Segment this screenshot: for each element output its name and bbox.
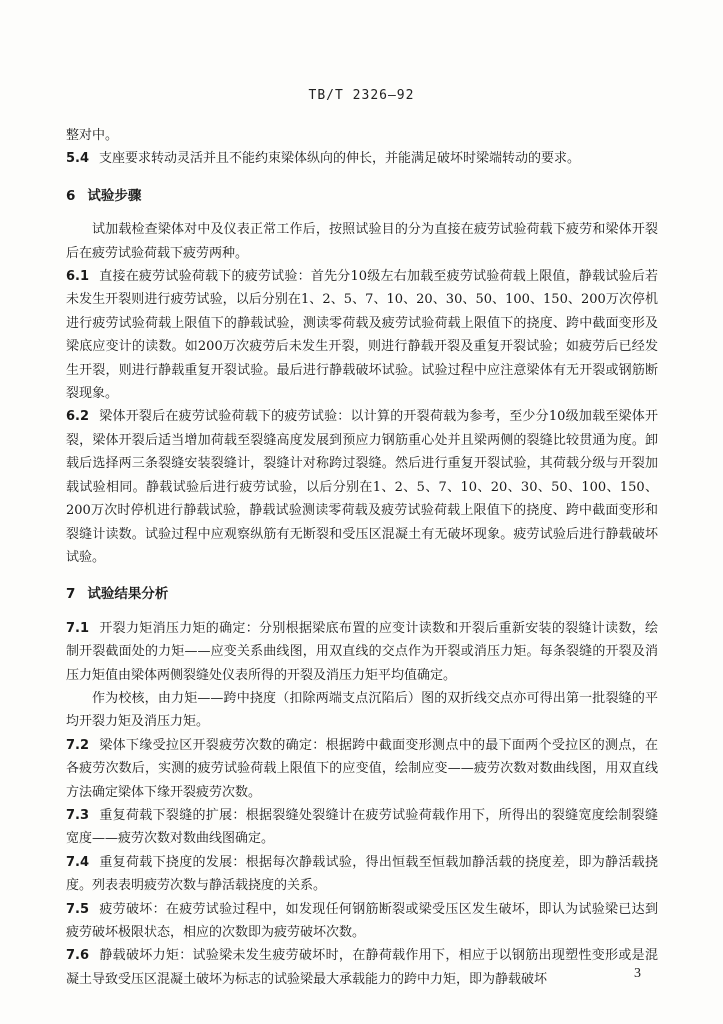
clause-7-3 [66,804,658,851]
clause-7-1-note [66,687,658,734]
document-body [66,124,658,991]
clause-text: 疲劳破坏：在疲劳试验过程中，如发现任何钢筋断裂或梁受压区发生破坏，即认为试验梁已达到疲劳破坏极限状态，相应的次数即为疲劳破坏次数。 [66,901,658,940]
clause-number: 5.4 [66,151,90,167]
page-header: TB/T 2326—92 [308,88,415,103]
section-title: 试验步骤 [87,187,142,204]
page-number: 3 [634,966,641,981]
clause-6-2 [66,405,658,569]
clause-number: 7.3 [66,807,90,823]
section-number: 6 [66,187,76,204]
section-number: 7 [66,586,76,603]
clause-text: 开裂力矩消压力矩的确定：分别根据梁底布置的应变计读数和开裂后重新安装的裂缝计读数，绘制开裂截面处的力矩——应变关系曲线图，用双直线的交点作为开裂或消压力矩。每条裂缝的开裂及消压力矩值由梁体两侧裂缝处仪表所得的开裂及消压力矩平均值确定。 [66,620,658,683]
section-6-heading [66,185,658,208]
section-6-intro [66,218,658,265]
clause-number: 7.2 [66,737,90,753]
clause-number: 6.2 [66,409,90,425]
clause-6-1 [66,265,658,405]
section-title: 试验结果分析 [87,586,169,603]
clause-text: 重复荷载下裂缝的扩展：根据裂缝处裂缝计在疲劳试验荷载作用下，所得出的裂缝宽度绘制裂缝宽度——疲劳次数对数曲线图确定。 [66,807,658,847]
clause-text: 重复荷载下挠度的发展：根据每次静载试验，得出恒载至恒载加静活载的挠度差，即为静活载挠度。列表表明疲劳次数与静活载挠度的关系。 [66,854,658,894]
clause-7-6 [66,944,658,991]
clause-number: 7.4 [66,854,90,870]
paragraph-text: 试加载检查梁体对中及仪表正常工作后，按照试验目的分为直接在疲劳试验荷载下疲劳和梁体开裂后在疲劳试验荷载下疲劳两种。 [66,222,658,261]
paragraph-text: 整对中。 [66,128,119,143]
section-7-heading [66,583,658,606]
clause-text: 静载破坏力矩：试验梁未发生疲劳破坏时，在静荷载作用下，相应于以钢筋出现塑性变形或是混凝土导致受压区混凝土破坏为标志的试验梁最大承载能力的跨中力矩，即为静载破坏 [66,948,658,987]
clause-number: 6.1 [66,269,90,285]
clause-5-4 [66,147,658,170]
clause-7-1 [66,617,658,687]
paragraph-text: 作为校核，由力矩——跨中挠度（扣除两端支点沉陷后）图的双折线交点亦可得出第一批裂缝的平均开裂力矩及消压力矩。 [66,690,658,730]
clause-text: 梁体下缘受拉区开裂疲劳次数的确定：根据跨中截面变形测点中的最下面两个受拉区的测点，在各疲劳次数后，实测的疲劳试验荷载上限值下的应变值，绘制应变——疲劳次数对数曲线图，用双直线方法确定梁体下缘开裂疲劳次数。 [66,737,658,800]
clause-number: 7.6 [66,948,90,964]
paragraph-continuation [66,124,658,147]
clause-text: 梁体开裂后在疲劳试验荷载下的疲劳试验：以计算的开裂荷载为参考，至少分10级加载至梁体开裂，梁体开裂后适当增加荷载至裂缝高度发展到预应力钢筋重心处并且梁两侧的裂缝比较贯通为度。卸载后选择两三条裂缝安装裂缝计，裂缝计对称跨过裂缝。然后进行重复开裂试验，其荷载分级与开裂加载试验相同。静载试验后进行疲劳试验，以后分别在1、2、5、7、10、20、30、50、100、150、200万次时停机进行静载试验，静载试验测读零荷载及疲劳试验荷载上限值下的挠度、跨中截面变形和裂缝计读数。试验过程中应观察纵筋有无断裂和受压区混凝土有无破坏现象。疲劳试验后进行静载破坏试验。 [66,409,658,565]
clause-7-2 [66,734,658,804]
clause-number: 7.5 [66,901,90,917]
clause-number: 7.1 [66,620,90,636]
clause-text: 支座要求转动灵活并且不能约束梁体纵向的伸长，并能满足破坏时梁端转动的要求。 [99,151,581,167]
clause-text: 直接在疲劳试验荷载下的疲劳试验：首先分10级左右加载至疲劳试验荷载上限值，静载试验后若未发生开裂则进行疲劳试验，以后分别在1、2、5、7、10、20、30、50、100、150、200万次停机进行疲劳试验荷载上限值下的静载试验，测读零荷载及疲劳试验荷载上限值下的挠度、跨中截面变形及梁底应变计的读数。如200万次疲劳后未发生开裂，则进行静载开裂及重复开裂试验；如疲劳后已经发生开裂，则进行静载重复开裂试验。最后进行静载破坏试验。试验过程中应注意梁体有无开裂或钢筋断裂现象。 [66,269,658,402]
clause-7-5 [66,898,658,945]
clause-7-4 [66,851,658,898]
